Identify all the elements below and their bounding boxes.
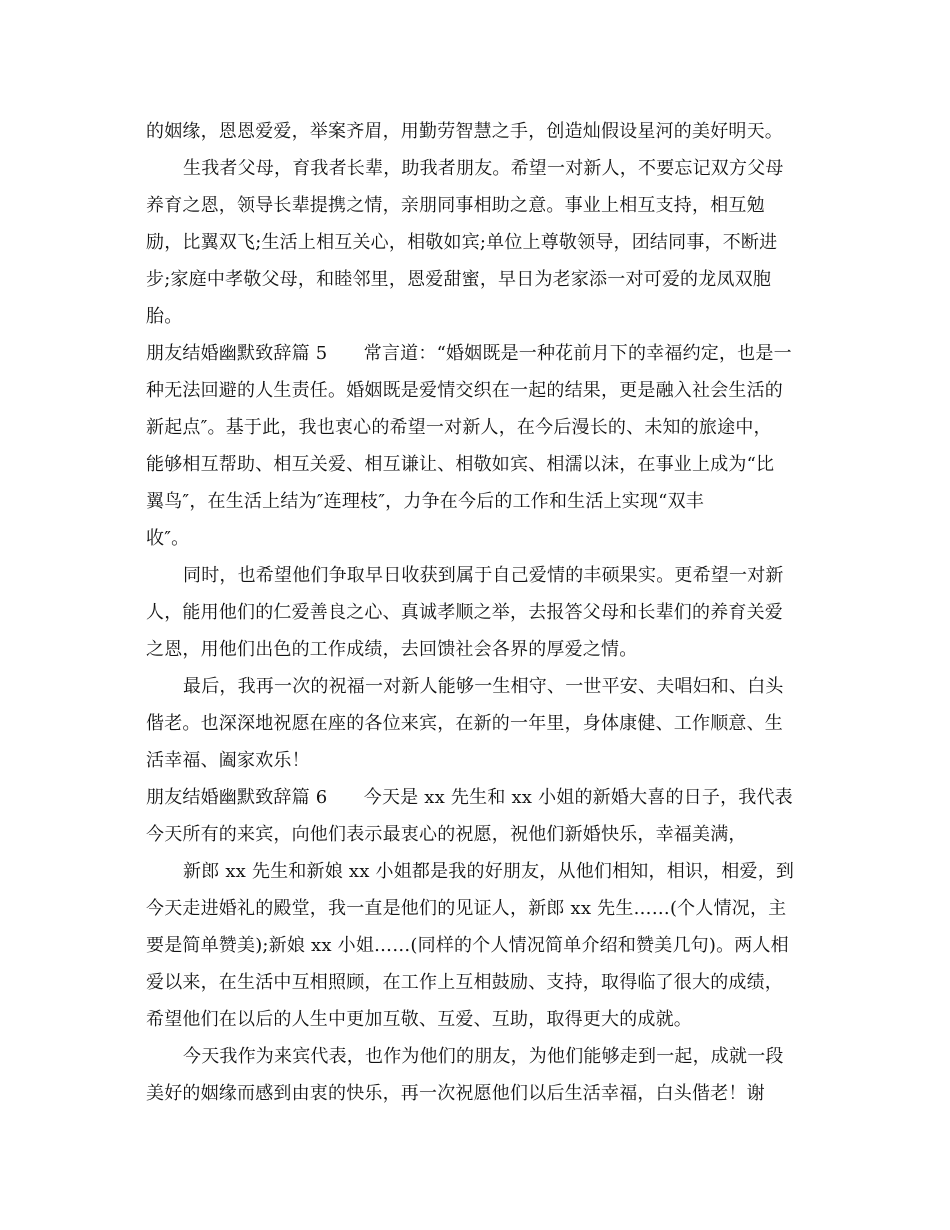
text-line: 翼鸟″，在生活上结为″连理枝″，力争在今后的工作和生活上实现“双丰 <box>146 491 704 512</box>
text-line: 今天走进婚礼的殿堂，我一直是他们的见证人，新郎 xx 先生……(个人情况，主 <box>146 898 787 919</box>
paragraph-start-line: 生我者父母，育我者长辈，助我者朋友。希望一对新人，不要忘记双方父母 <box>183 158 784 179</box>
text-line: 收″。 <box>146 528 190 549</box>
paragraph-start-line: 最后，我再一次的祝福一对新人能够一生相守、一世平安、夫唱妇和、白头 <box>183 676 784 697</box>
text-line: 之恩，用他们出色的工作成绩，去回馈社会各界的厚爱之情。 <box>146 639 638 660</box>
text-line: 美好的姻缘而感到由衷的快乐，再一次祝愿他们以后生活幸福，白头偕老！谢 <box>146 1083 765 1104</box>
text-line: 励，比翼双飞;生活上相互关心，相敬如宾;单位上尊敬领导，团结同事，不断进 <box>146 232 778 253</box>
text-line: 活幸福、阖家欢乐！ <box>146 750 310 771</box>
text-line: 新起点″。基于此，我也衷心的希望一对新人，在今后漫长的、未知的旅途中， <box>146 417 772 438</box>
text-line: 要是简单赞美);新娘 xx 小姐……(同样的个人情况简单介绍和赞美几句)。两人相 <box>146 935 789 956</box>
text-line: 人，能用他们的仁爱善良之心、真诚孝顺之举，去报答父母和长辈们的养育关爱 <box>146 602 783 623</box>
text-line: 胎。 <box>146 306 183 327</box>
text-line: 的姻缘，恩恩爱爱，举案齐眉，用勤劳智慧之手，创造灿假设星河的美好明天。 <box>146 121 783 142</box>
text-line: 种无法回避的人生责任。婚姻既是爱情交织在一起的结果，更是融入社会生活的 <box>146 380 783 401</box>
text-line: 养育之恩，领导长辈提携之情，亲朋同事相助之意。事业上相互支持，相互勉 <box>146 195 765 216</box>
paragraph-start-line: 新郎 xx 先生和新娘 xx 小姐都是我的好朋友，从他们相知，相识，相爱，到 <box>183 861 795 882</box>
paragraph-start-line: 同时，也希望他们争取早日收获到属于自己爱情的丰硕果实。更希望一对新 <box>183 565 784 586</box>
section-heading-5-line: 朋友结婚幽默致辞篇 5 常言道：“婚姻既是一种花前月下的幸福约定，也是一 <box>146 343 792 364</box>
text-line: 偕老。也深深地祝愿在座的各位来宾，在新的一年里，身体康健、工作顺意、生 <box>146 713 783 734</box>
text-line: 能够相互帮助、相互关爱、相互谦让、相敬如宾、相濡以沫，在事业上成为“比 <box>146 454 775 475</box>
text-line: 步;家庭中孝敬父母，和睦邻里，恩爱甜蜜，早日为老家添一对可爱的龙凤双胞 <box>146 269 772 290</box>
paragraph-start-line: 今天我作为来宾代表，也作为他们的朋友，为他们能够走到一起，成就一段 <box>183 1046 784 1067</box>
text-line: 今天所有的来宾，向他们表示最衷心的祝愿，祝他们新婚快乐，幸福美满， <box>146 824 747 845</box>
section-heading-6-line: 朋友结婚幽默致辞篇 6 今天是 xx 先生和 xx 小姐的新婚大喜的日子，我代表 <box>146 787 793 808</box>
text-line: 希望他们在以后的人生中更加互敬、互爱、互助，取得更大的成就。 <box>146 1009 692 1030</box>
text-line: 爱以来，在生活中互相照顾，在工作上互相鼓励、支持，取得临了很大的成绩， <box>146 972 783 993</box>
